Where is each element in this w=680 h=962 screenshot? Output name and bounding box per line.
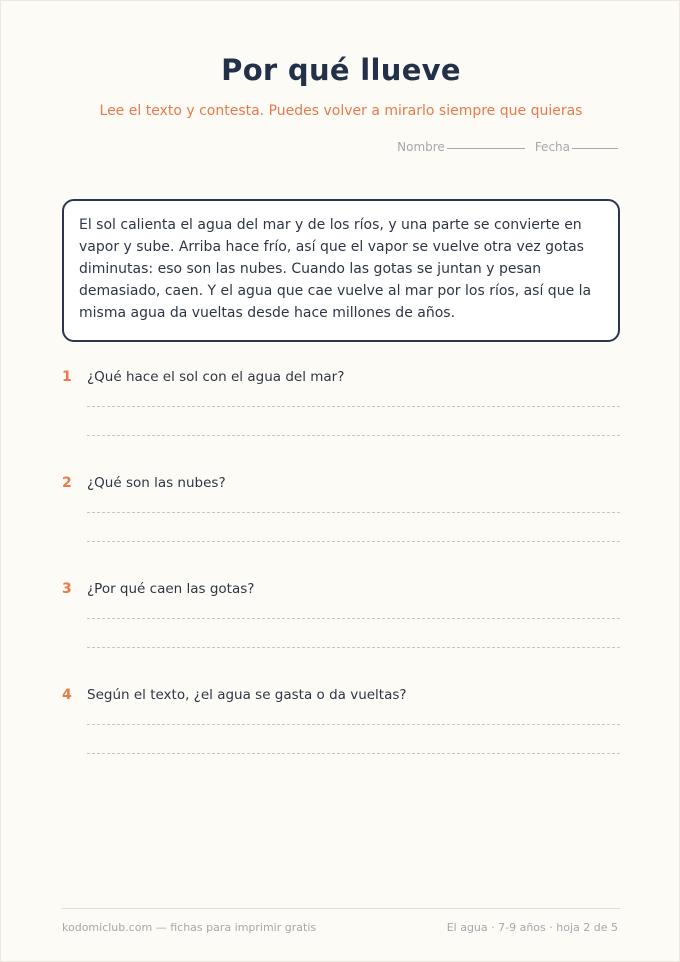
date-line — [572, 147, 618, 149]
reading-passage: El sol calienta el agua del mar y de los ríos, y una parte se convierte en vapor y sube. Arriba hace frío, así que el vapor se vuelve otra vez gotas diminutas: eso son las nubes. Cuando las gotas se juntan y pesan demasiado, caen. Y el agua que cae vuelve al mar por los ríos, así que la misma agua da vueltas desde hace millones de años. — [62, 199, 620, 342]
footer-divider — [62, 908, 620, 909]
name-label: Nombre — [397, 140, 445, 154]
instructions: Lee el texto y contesta. Puedes volver a mirarlo siempre que quieras — [99, 103, 583, 119]
answer-line — [87, 753, 620, 754]
answer-line — [87, 435, 620, 436]
question-text: ¿Por qué caen las gotas? — [87, 581, 255, 597]
answer-line — [87, 541, 620, 542]
footer-sheet-info: El agua · 7-9 años · hoja 2 de 5 — [446, 921, 618, 934]
question-number: 3 — [62, 581, 72, 597]
answer-line — [87, 406, 620, 407]
question-text: Según el texto, ¿el agua se gasta o da vueltas? — [87, 687, 407, 703]
question-text: ¿Qué son las nubes? — [87, 475, 226, 491]
student-fields — [397, 140, 618, 154]
page-title: Por qué llueve — [221, 53, 461, 87]
question-number: 2 — [62, 475, 72, 491]
answer-line — [87, 618, 620, 619]
question-number: 4 — [62, 687, 72, 703]
question-text: ¿Qué hace el sol con el agua del mar? — [87, 369, 345, 385]
answer-line — [87, 724, 620, 725]
name-line — [447, 147, 525, 149]
answer-line — [87, 647, 620, 648]
footer-site: kodomiclub.com — fichas para imprimir gratis — [62, 921, 317, 934]
answer-line — [87, 512, 620, 513]
date-label: Fecha — [534, 140, 570, 154]
question-number: 1 — [62, 369, 72, 385]
